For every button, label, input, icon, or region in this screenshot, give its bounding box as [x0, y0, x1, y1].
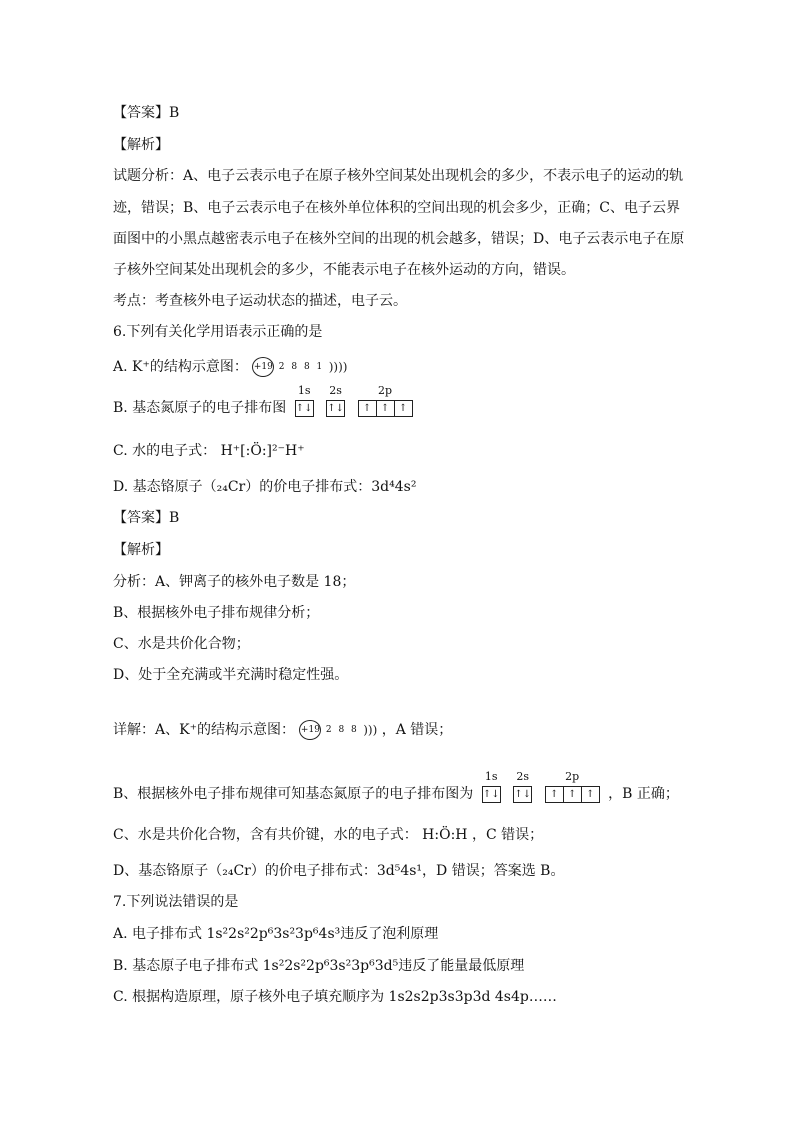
orbital-label: 1s [297, 383, 311, 397]
orbital-box-1s [295, 383, 314, 417]
detail-a-suffix: ，A 错误； [381, 722, 453, 738]
question-7-option-a: A. 电子排布式 1s²2s²2p⁶3s²3p⁶4s³违反了泡利原理 [113, 926, 439, 942]
orbital-cell: ↑ [585, 788, 595, 800]
option-b-text: B. 基态氮原子的电子排布图 [113, 400, 287, 416]
orbital-label: 2p [378, 383, 393, 397]
orbital-cell: ↑ [398, 402, 408, 414]
detail-a [113, 720, 452, 740]
analysis-label-1: 【解析】 [113, 137, 169, 153]
analysis-label-2: 【解析】 [113, 542, 169, 558]
analysis-point: 分析：A、钾离子的核外电子数是 18； [113, 574, 356, 590]
orbital-label: 2p [565, 769, 580, 783]
orbital-cell: ↑ [564, 787, 582, 802]
analysis-point: D、处于全充满或半充满时稳定性强。 [113, 667, 349, 683]
electron-formula: H⁺[:Ö:]²⁻H⁺ [220, 443, 305, 459]
option-b [113, 383, 417, 418]
detail-c-text: C、水是共价化合物，含有共价键，水的电子式： [113, 827, 418, 843]
orbital-cell: ↑ [359, 401, 377, 416]
atom-structure-diagram [252, 357, 347, 377]
shell-electron-counts: 2 8 8 [325, 725, 359, 735]
nucleus-charge: +19 [252, 357, 274, 377]
detail-c-suffix: ，C 错误； [471, 827, 544, 843]
answer-label-2: 【答案】B [113, 510, 180, 526]
question-7-option-c: C. 根据构造原理，原子核外电子填充顺序为 1s2s2p3s3p3d 4s4p…… [113, 989, 557, 1005]
knowledge-point: 考点：考查核外电子运动状态的描述，电子云。 [113, 293, 407, 309]
orbital-label: 2s [516, 769, 530, 783]
analysis-point: B、根据核外电子排布规律分析； [113, 605, 320, 621]
atom-structure-diagram [299, 720, 377, 740]
detail-a-text: 详解：A、K⁺的结构示意图： [113, 722, 295, 738]
orbital-cell: ↑↓ [327, 402, 344, 414]
orbital-cell: ↑↓ [482, 788, 500, 800]
analysis-text-line: 迹，错误；B、电子云表示电子在核外单位体积的空间出现的机会多少，正确；C、电子云界 [113, 200, 680, 216]
detail-b [113, 769, 679, 804]
shell-arcs-icon: ))) [363, 723, 378, 737]
orbital-box-2s [513, 769, 532, 803]
analysis-point: C、水是共价化合物； [113, 636, 250, 652]
analysis-text-line: 子核外空间某处出现机会的多少，不能表示电子在核外运动的方向，错误。 [113, 262, 575, 278]
shell-arcs-icon: )))) [328, 360, 348, 374]
electron-formula: H:Ö:H [422, 827, 468, 843]
detail-c [113, 825, 543, 845]
orbital-cell: ↑ [546, 787, 564, 802]
shell-electron-counts: 2 8 8 1 [278, 362, 325, 372]
question-7-option-b: B. 基态原子电子排布式 1s²2s²2p⁶3s²3p⁶3d⁵违反了能量最低原理 [113, 958, 525, 974]
detail-b-text: B、根据核外电子排布规律可知基态氮原子的电子排布图为 [113, 786, 474, 802]
orbital-cell: ↑ [377, 401, 395, 416]
analysis-text-line: 面图中的小黑点越密表示电子在核外空间的出现的机会越多，错误；D、电子云表示电子在原 [113, 231, 685, 247]
detail-d: D、基态铬原子（₂₄Cr）的价电子排布式：3d⁵4s¹，D 错误；答案选 B。 [113, 863, 565, 879]
orbital-cell: ↑↓ [295, 402, 313, 414]
answer-label-1: 【答案】B [113, 105, 180, 121]
analysis-text-line: 试题分析：A、电子云表示电子在原子核外空间某处出现机会的多少，不表示电子的运动的轨 [113, 168, 684, 184]
option-a [113, 357, 347, 377]
orbital-box-2p [545, 769, 600, 803]
option-c [113, 441, 305, 461]
option-c-text: C. 水的电子式： [113, 443, 217, 459]
detail-b-suffix: ，B 正确； [608, 786, 679, 802]
option-d: D. 基态铬原子（₂₄Cr）的价电子排布式：3d⁴4s² [113, 479, 417, 495]
orbital-box-1s [482, 769, 501, 803]
orbital-label: 1s [484, 769, 498, 783]
orbital-box-2p [358, 383, 413, 417]
orbital-cell: ↑↓ [514, 788, 532, 800]
option-a-text: A. K⁺的结构示意图： [113, 359, 248, 375]
question-6-title: 6.下列有关化学用语表示正确的是 [113, 324, 323, 340]
orbital-label: 2s [329, 383, 342, 397]
orbital-box-2s [326, 383, 345, 417]
nucleus-charge: +19 [299, 720, 321, 740]
question-7-title: 7.下列说法错误的是 [113, 894, 239, 910]
